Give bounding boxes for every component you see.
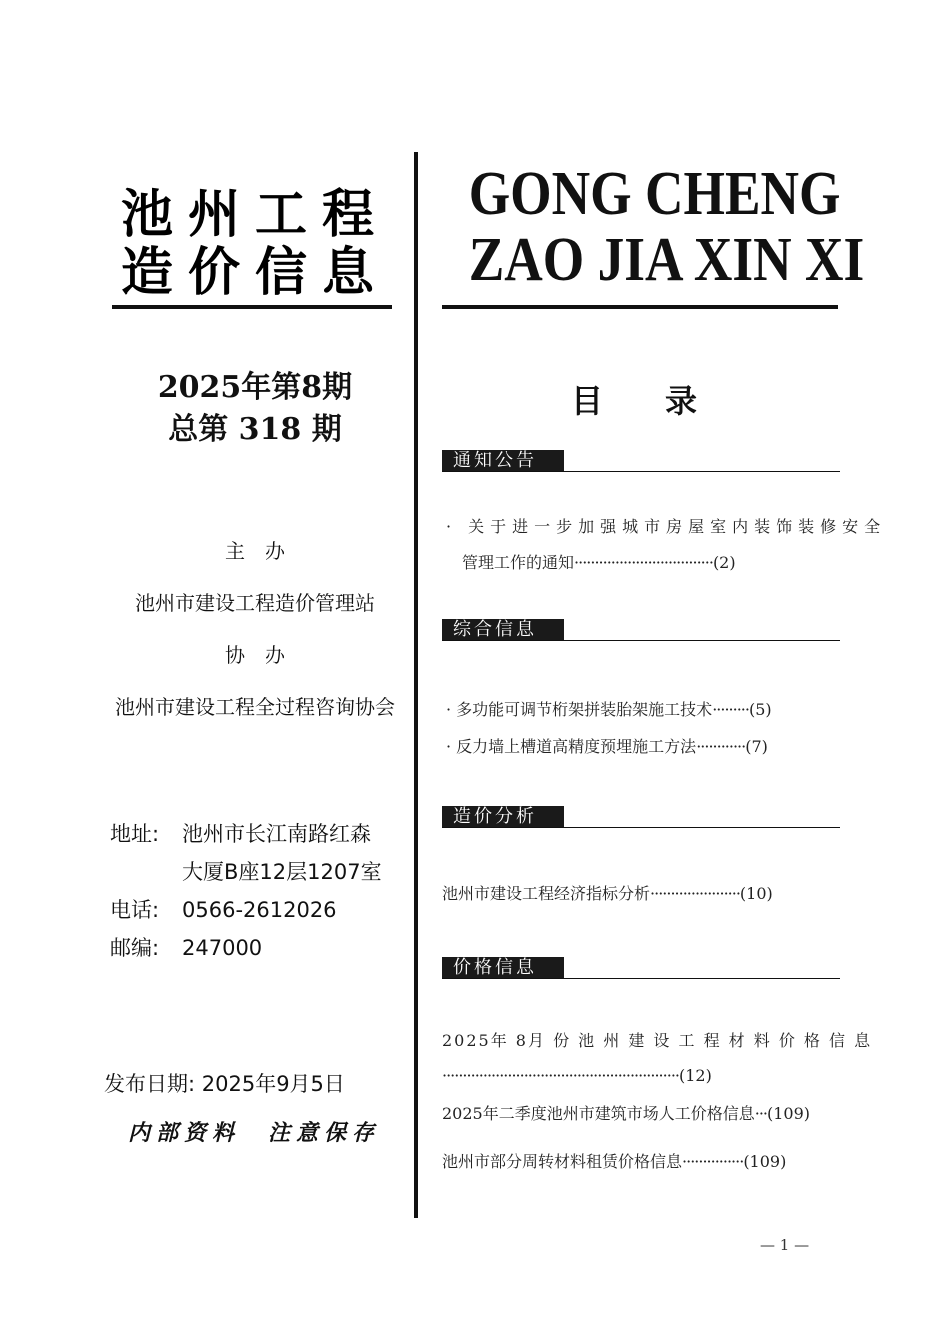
phone-row <box>110 894 337 924</box>
toc-entry[interactable]: 池州市部分周转材料租赁价格信息···············(109) <box>442 1152 787 1171</box>
toc-entry[interactable]: 2025年 8月 份 池 州 建 设 工 程 材 料 价 格 信 息 <box>442 1031 873 1050</box>
sponsor-label: 主 办 <box>225 539 285 563</box>
co-sponsor-name: 池州市建设工程全过程咨询协会 <box>115 695 395 719</box>
toc-entry[interactable]: 管理工作的通知··································(2) <box>462 553 736 572</box>
section-rule <box>442 978 840 979</box>
pinyin-title-line1: GONG CHENG <box>468 160 841 228</box>
section-rule <box>442 827 840 828</box>
phone-value: 0566-2612026 <box>182 898 337 922</box>
leader-dots: ············ <box>696 737 746 756</box>
page-ref: (10) <box>739 884 773 903</box>
leader-dots: ········· <box>712 700 749 719</box>
address-line2: 大厦B座12层1207室 <box>182 860 382 884</box>
issue-number: 2025年第8期 <box>157 370 353 405</box>
phone-label: 电话: <box>110 898 160 922</box>
magazine-title-line1: 池州工程 <box>120 185 389 245</box>
sponsor-name: 池州市建设工程造价管理站 <box>135 591 375 615</box>
page-number: — 1 — <box>760 1236 810 1254</box>
section-rule <box>442 640 840 641</box>
section-title: 综合信息 <box>442 619 564 640</box>
postcode-value: 247000 <box>182 936 263 960</box>
toc-entry[interactable]: · 关于进一步加强城市房屋室内装饰装修安全 <box>446 517 887 536</box>
leader-dots: ······················ <box>650 884 740 903</box>
page-ref: (2) <box>712 553 736 572</box>
toc-title: 目录 <box>570 382 759 420</box>
toc-entry[interactable]: 2025年二季度池州市建筑市场人工价格信息···(109) <box>442 1104 811 1123</box>
postcode-label: 邮编: <box>110 936 160 960</box>
page-ref: (12) <box>678 1066 712 1085</box>
section-rule <box>442 471 840 472</box>
section-header <box>442 450 840 472</box>
page-ref: (7) <box>745 737 768 756</box>
section-header <box>442 806 840 828</box>
title-rule-right <box>442 305 838 309</box>
page-ref: (109) <box>767 1104 811 1123</box>
magazine-title-line2: 造价信息 <box>120 243 389 303</box>
address-label: 地址: <box>110 822 160 846</box>
leader-dots: ··· <box>754 1104 767 1123</box>
address-line1: 池州市长江南路红森 <box>182 822 371 846</box>
section-title: 通知公告 <box>442 450 564 471</box>
leader-dots: ·························································· <box>442 1066 679 1085</box>
page-ref: (5) <box>748 700 772 719</box>
pinyin-title-line2: ZAO JIA XIN XI <box>468 226 865 294</box>
internal-note: 内部资料 注意保存 <box>128 1120 381 1146</box>
toc-entry[interactable]: 池州市建设工程经济指标分析······················(10) <box>442 884 773 903</box>
section-title: 造价分析 <box>442 806 564 827</box>
toc-entry[interactable] <box>442 1066 842 1085</box>
section-title: 价格信息 <box>442 957 564 978</box>
toc-entry[interactable]: · 反力墙上槽道高精度预埋施工方法············(7) <box>446 737 768 756</box>
toc-entry[interactable]: · 多功能可调节桁架拼装胎架施工技术·········(5) <box>446 700 772 719</box>
leader-dots: ·································· <box>574 553 713 572</box>
section-header <box>442 957 840 979</box>
leader-dots: ··············· <box>682 1152 744 1171</box>
publish-date: 发布日期: 2025年9月5日 <box>104 1072 345 1096</box>
issue-total: 总第 318 期 <box>168 412 342 447</box>
column-divider <box>414 152 418 1218</box>
page-ref: (109) <box>743 1152 787 1171</box>
title-rule-left <box>112 305 392 309</box>
postcode-row <box>110 932 262 962</box>
co-sponsor-label: 协 办 <box>225 643 285 667</box>
address-row <box>110 818 371 848</box>
section-header <box>442 619 840 641</box>
